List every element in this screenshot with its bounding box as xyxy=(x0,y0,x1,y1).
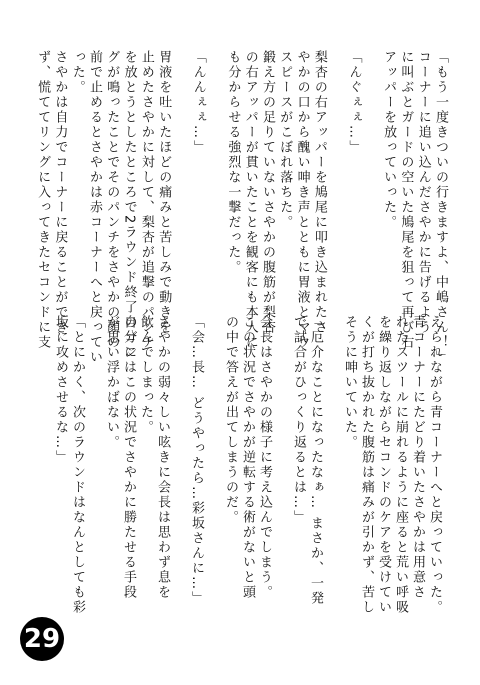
text-column: やかの口から醜い呻き声とともに胃液とマウ xyxy=(294,50,310,350)
text-column: った。 xyxy=(69,50,85,95)
text-column: に叫ぶとガードの空いた鳩尾を狙って再び右 xyxy=(398,50,414,350)
text-column: 鍛え方の足りていないさやかの腹筋が梨杏 xyxy=(260,50,275,335)
text-column: 「んぐぇぇ…」 xyxy=(346,50,362,155)
text-column: ず、慌ててリングに入ってきたセコンドに支 xyxy=(35,50,51,350)
text-column: 止めたさやかに対して、梨杏が追撃のパンチ xyxy=(138,50,154,350)
text-column: 「んんぇぇ…」 xyxy=(190,50,206,155)
text-column: くが打ち抜かれた腹筋は痛みが引かず、苦し xyxy=(359,315,374,615)
text-column: そうに呻いていた。 xyxy=(342,315,357,450)
text-column: 青コーナーにたどり着いたさやかは用意さ xyxy=(410,315,425,600)
text-column: も分からせる強烈な一撃だった。 xyxy=(225,50,241,275)
text-column: スピースがこぼれ落ちた。 xyxy=(277,50,293,230)
text-column: 「会…長… どうやったら…彩坂さんに…」 xyxy=(189,315,204,607)
text-column: が思い浮かばない。 xyxy=(104,315,119,450)
text-column: アッパーを放っていった。 xyxy=(381,50,397,230)
text-column: 坂に攻めさせるな…」 xyxy=(53,315,68,465)
text-column: 梨杏の右アッパーを鳩尾に叩き込まれたさ xyxy=(311,50,327,335)
text-column: さやかの弱々しい呟きに会長は思わず息を xyxy=(155,315,170,600)
text-column: 飲んでしまった。 xyxy=(138,315,153,435)
text-column: を繰り返しながらセコンドのケアを受けてい xyxy=(376,315,391,615)
text-column: の右アッパーが貫いたことを観客にも本人に xyxy=(242,50,258,350)
text-column: で試合がひっくり返るとは…」 xyxy=(291,315,306,525)
text-column: 「もう一度きついの行きますよ、中嶋さん！」 xyxy=(433,50,448,365)
text-column: グが鳴ったことでそのパンチをさやかの顔の xyxy=(104,50,120,350)
text-column: 胃液を吐いたほどの痛みと苦しみで動きを xyxy=(156,50,172,335)
text-column: 前で止めるとさやかは赤コーナーへと戻ってい xyxy=(87,50,102,365)
text-column: コーナーに追い込んださやかに告げるよう xyxy=(415,50,431,335)
page-number: 29 xyxy=(20,617,64,661)
text-column: れたスツールに崩れるように座ると荒い呼吸 xyxy=(393,315,408,615)
text-column: を放とうとしたところで2ラウンド終了のゴン xyxy=(121,50,137,361)
text-column: の中で答えが出てしまうのだ。 xyxy=(223,315,238,525)
text-column: 「とにかく、次のラウンドはなんとしても彩 xyxy=(70,315,85,615)
text-column: 「厄介なことになったなぁ… まさか、一発 xyxy=(308,315,323,607)
text-column: 会長はさやかの様子に考え込んでしまう。 xyxy=(257,315,272,600)
text-column: 自分にはこの状況でさやかに勝たせる手段 xyxy=(121,315,136,600)
text-column: この状況でさやかが逆転する術がないと頭 xyxy=(240,315,255,600)
text-column: さやかは自力でコーナーに戻ることができ xyxy=(52,50,68,335)
text-column: えられながら青コーナーへと戻っていった。 xyxy=(427,315,442,615)
